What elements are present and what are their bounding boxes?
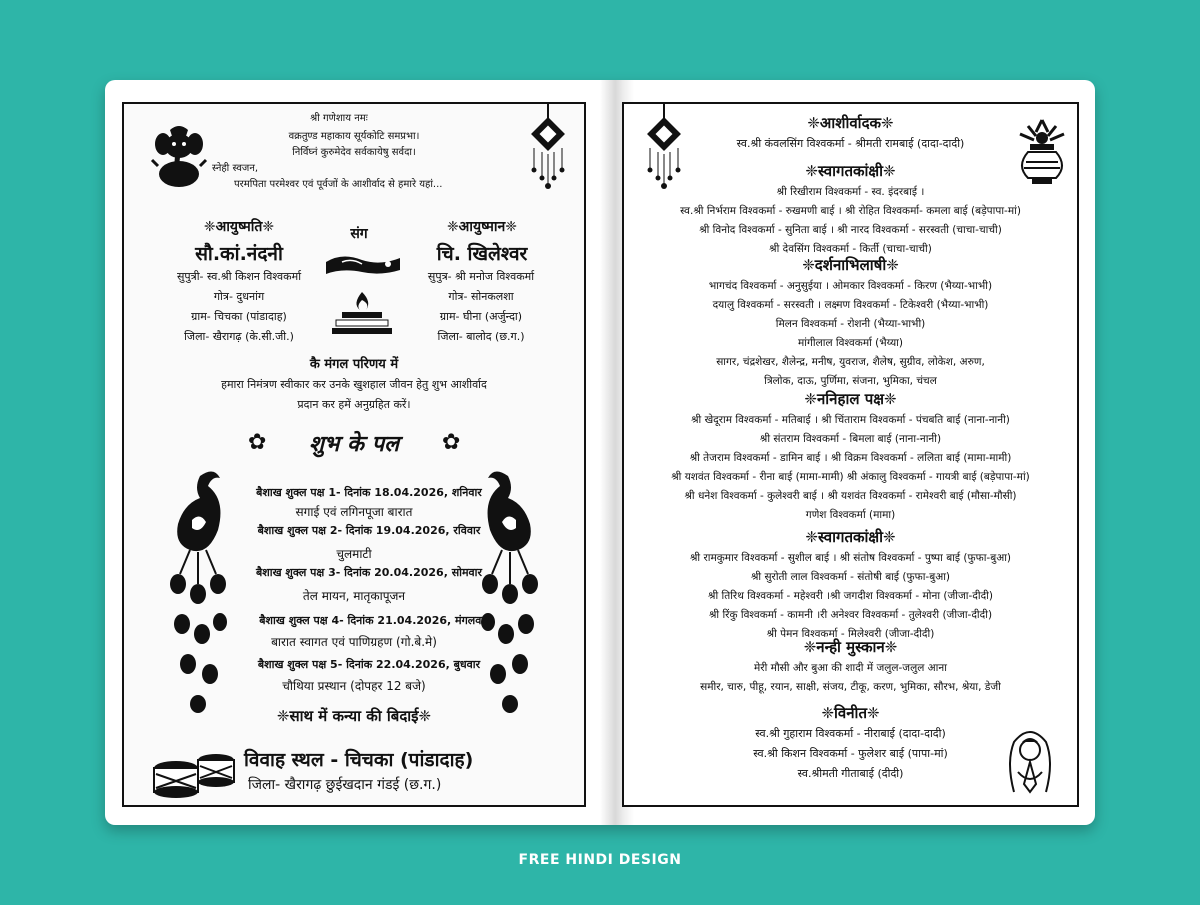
havan-fire-icon xyxy=(332,288,392,334)
section-line: श्री खेदूराम विश्वकर्मा - मतिबाई । श्री चिंताराम विश्वकर्मा - पंचबति बाई (नाना-नानी) xyxy=(691,414,1010,426)
flower-right-icon: ✿ xyxy=(442,430,461,455)
section-line: स्व.श्री किशन विश्वकर्मा - फुलेशर बाई (पापा-मां) xyxy=(753,747,948,760)
event-3-name: तेल मायन, मातृकापूजन xyxy=(302,589,406,603)
section-line: श्री रिंकु विश्वकर्मा - कामनी ।री अनेश्वर विश्वकर्मा - तुलेश्वरी (जीजा-दीदी) xyxy=(708,609,993,621)
invitation-card xyxy=(105,80,1095,825)
groom-village: ग्राम- घीना (अर्जुन्दा) xyxy=(439,310,523,323)
ceremony-intro-text-1: हमारा निमंत्रण स्वीकार कर उनके खुशहाल जीवन हेतु शुभ आशीर्वाद xyxy=(221,378,487,391)
section-line: श्री पेमन विश्वकर्मा - मिलेश्वरी (जीजा-दीदी) xyxy=(766,628,935,640)
venue-district: जिला- खैरागढ़ छुईखदान गंडई (छ.ग.) xyxy=(248,777,442,793)
section-line: दयालु विश्वकर्मा - सरस्वती । लक्ष्मण विश्वकर्मा - टिकेश्वरी (भैय्या-भाभी) xyxy=(712,299,989,311)
groom-district: जिला- बालोद (छ.ग.) xyxy=(437,330,525,343)
ganesha-icon xyxy=(148,122,210,190)
section-heading: ❈दर्शनाभिलाषी❈ xyxy=(802,256,899,274)
section-line: श्री संतराम विश्वकर्मा - बिमला बाई (नाना-नानी) xyxy=(759,433,942,445)
invocation-line-1: श्री गणेशाय नमः xyxy=(310,113,368,124)
section-line: श्री तिरिथ विश्वकर्मा - महेश्वरी ।श्री जगदीश विश्वकर्मा - मोना (जीजा-दीदी) xyxy=(708,590,993,602)
section-line: गणेश विश्वकर्मा (मामा) xyxy=(805,509,896,521)
section-line: स्व.श्री कंवलसिंग विश्वकर्मा - श्रीमती रामबाई (दादा-दादी) xyxy=(736,137,965,150)
groom-title: ❈आयुष्मान❈ xyxy=(446,219,518,235)
ceremony-intro-title: कै मंगल परिणय में xyxy=(309,357,399,372)
section-line: श्री धनेश विश्वकर्मा - कुलेश्वरी बाई । श्री यशवंत विश्वकर्मा - रामेश्वरी बाई (मौसा-मौसी) xyxy=(684,490,1017,502)
event-2-name: चुलमाटी xyxy=(336,547,372,561)
event-1-name: सगाई एवं लगिनपूजा बारात xyxy=(295,505,413,519)
section-heading: ❈आशीर्वादक❈ xyxy=(807,114,894,132)
section-line: श्री यशवंत विश्वकर्मा - रीना बाई (मामा-मामी) श्री अंकालु विश्वकर्मा - गायत्री बाई (बड़ेपापा-मां) xyxy=(671,471,1030,483)
groom-gotra: गोत्र- सोनकलशा xyxy=(448,290,514,303)
section-line: स्व.श्री गुहाराम विश्वकर्मा - नीराबाई (दादा-दादी) xyxy=(755,727,946,740)
section-line: सागर, चंद्रशेखर, शैलेन्द्र, मनीष, युवराज, शैलेष, सुग्रीव, लोकेश, अरुण, xyxy=(716,356,985,368)
section-heading: ❈स्वागतकांक्षी❈ xyxy=(805,528,896,546)
section-line: स्व.श्री निर्भराम विश्वकर्मा - रुखमणी बाई । श्री रोहित विश्वकर्मा- कमला बाई (बड़ेपापा-मां) xyxy=(680,205,1021,217)
event-4-date: बैशाख शुक्ल पक्ष 4- दिनांक 21.04.2026, मंगलवार xyxy=(259,614,489,627)
section-line: श्री रिखीराम विश्वकर्मा - स्व. इंदरबाई । xyxy=(776,186,925,198)
section-line: भागचंद विश्वकर्मा - अनुसुईया । ओमकार विश्वकर्मा - किरण (भैय्या-भाभी) xyxy=(708,280,993,292)
section-line: मिलन विश्वकर्मा - रोशनी (भैय्या-भाभी) xyxy=(775,318,926,330)
event-5-name: चौथिया प्रस्थान (दोपहर 12 बजे) xyxy=(282,679,426,693)
right-page xyxy=(622,102,1079,807)
greeting-text: परमपिता परमेश्वर एवं पूर्वजों के आशीर्वाद से हमारे यहां... xyxy=(234,179,443,190)
invocation-line-3: निर्विघ्नं कुरुमेदेव सर्वकायेषु सर्वदा। xyxy=(292,147,416,158)
section-line: स्व.श्रीमती गीताबाई (दीदी) xyxy=(797,767,904,780)
section-line: श्री विनोद विश्वकर्मा - सुनिता बाई । श्री नारद विश्वकर्मा - सरस्वती (चाचा-चाची) xyxy=(699,224,1002,236)
sang-label: संग xyxy=(350,226,368,242)
greeting-salutation: स्नेही स्वजन, xyxy=(212,163,259,174)
section-heading: ❈स्वागतकांक्षी❈ xyxy=(805,162,896,180)
venue-text: विवाह स्थल - चिचका (पांडादाह) xyxy=(244,749,474,771)
event-1-date: बैशाख शुक्ल पक्ष 1- दिनांक 18.04.2026, शनिवार xyxy=(256,486,482,499)
event-5-date: बैशाख शुक्ल पक्ष 5- दिनांक 22.04.2026, बुधवार xyxy=(257,658,481,671)
farewell-text: ❈साथ में कन्या की बिदाई❈ xyxy=(276,707,432,725)
event-4-name: बारात स्वागत एवं पाणिग्रहण (गो.बे.मे) xyxy=(271,635,437,649)
bride-gotra: गोत्र- दुधनांग xyxy=(213,290,265,303)
right-content xyxy=(624,104,1077,805)
event-3-date: बैशाख शुक्ल पक्ष 3- दिनांक 20.04.2026, सोमवार xyxy=(255,566,483,579)
section-line: श्री देवसिंग विश्वकर्मा - किर्ती (चाचा-चाची) xyxy=(769,243,932,255)
section-heading: ❈ननिहाल पक्ष❈ xyxy=(804,390,897,408)
footer-label: FREE HINDI DESIGN xyxy=(518,852,682,868)
invocation-line-2: वक्रतुण्ड महाकाय सूर्यकोटि समप्रभा। xyxy=(288,131,420,142)
section-line: मांगीलाल विश्वकर्मा (भैय्या) xyxy=(797,337,903,349)
section-line: त्रिलोक, दाऊ, पुर्णिमा, संजना, भुमिका, चंचल xyxy=(764,375,937,387)
flower-left-icon: ✿ xyxy=(248,430,267,455)
event-2-date: बैशाख शुक्ल पक्ष 2- दिनांक 19.04.2026, रविवार xyxy=(257,524,481,537)
groom-parent: सुपुत्र- श्री मनोज विश्वकर्मा xyxy=(427,270,535,283)
section-heading: ❈विनीत❈ xyxy=(821,704,880,722)
left-page xyxy=(122,102,586,807)
section-line: श्री सुरोती लाल विश्वकर्मा - संतोषी बाई (फुफा-बुआ) xyxy=(750,571,951,583)
section-line: मेरी मौसी और बुआ की शादी में जलुल-जलुल आना xyxy=(754,662,947,674)
groom-name: चि. खिलेश्वर xyxy=(436,243,528,265)
bride-village: ग्राम- चिचका (पांडादाह) xyxy=(191,310,287,323)
section-line: श्री तेजराम विश्वकर्मा - डामिन बाई । श्री विक्रम विश्वकर्मा - ललिता बाई (मामा-मामी) xyxy=(689,452,1012,464)
section-heading: ❈नन्ही मुस्कान❈ xyxy=(803,638,898,656)
bride-parent: सुपुत्री- स्व.श्री किशन विश्वकर्मा xyxy=(176,270,302,283)
section-line: श्री रामकुमार विश्वकर्मा - सुशील बाई । श्री संतोष विश्वकर्मा - पुष्पा बाई (फुफा-बुआ) xyxy=(689,552,1012,564)
bride-title: ❈आयुष्मति❈ xyxy=(203,219,275,235)
ceremony-intro-text-2: प्रदान कर हमें अनुग्रहित करें। xyxy=(297,398,411,411)
section-line: समीर, चारु, पीहू, रयान, साक्षी, संजय, टीकू, करण, भुमिका, सौरभ, श्रेया, डेजी xyxy=(700,681,1001,693)
bride-name: सौ.कां.नंदनी xyxy=(195,243,283,265)
bride-district: जिला- खैरागढ़ (के.सी.जी.) xyxy=(184,330,294,343)
schedule-heading: शुभ के पल xyxy=(308,431,400,457)
dhol-drums-icon xyxy=(150,744,240,800)
